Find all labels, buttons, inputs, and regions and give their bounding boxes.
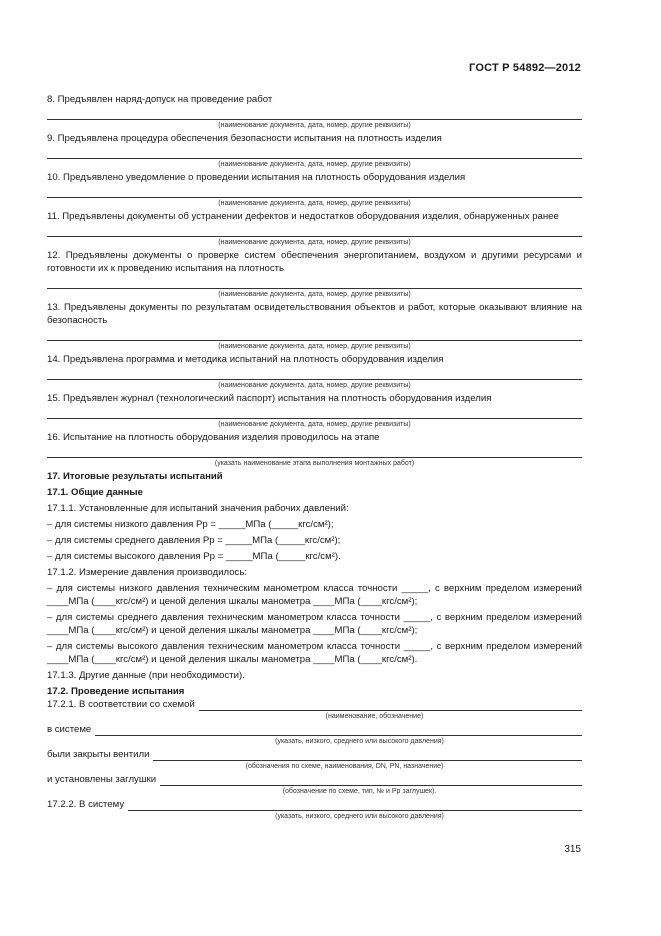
field-label: были закрыты вентили: [47, 749, 150, 760]
section-17-2-title: 17.2. Проведение испытания: [47, 686, 185, 697]
fill-line[interactable]: [199, 700, 582, 711]
form-item-text: 8. Предъявлен наряд-допуск на проведение работ: [47, 94, 273, 105]
field-caption: (указать, низкого, среднего или высокого давления): [275, 738, 444, 745]
field-caption: (наименование документа, дата, номер, другие реквизиты): [218, 421, 411, 428]
field-label: в системе: [47, 724, 92, 735]
paragraph-17-1-2: 17.1.2. Измерение давления производилось:: [47, 567, 248, 578]
paragraph-17-1-3: 17.1.3. Другие данные (при необходимости).: [47, 670, 245, 681]
page-number: 315: [564, 844, 581, 855]
form-item-text: 9. Предъявлена процедура обеспечения безопасности испытания на плотность изделия: [47, 133, 442, 144]
field-caption: (наименование документа, дата, номер, другие реквизиты): [218, 382, 411, 389]
form-item: [47, 353, 582, 390]
field-caption: (обозначение по схеме, тип, № и Pр заглушек).: [282, 788, 437, 795]
pressure-medium: – для системы среднего давления Pр = _____МПа (_____кгс/см²);: [47, 535, 341, 546]
fill-line[interactable]: [47, 186, 582, 198]
form-field: [47, 798, 582, 821]
field-caption: (наименование документа, дата, номер, другие реквизиты): [218, 200, 411, 207]
fill-line[interactable]: [47, 225, 582, 237]
field-label: и установлены заглушки: [47, 774, 157, 785]
fill-line[interactable]: [47, 407, 582, 419]
form-item-text: 10. Предъявлено уведомление о проведении испытания на плотность оборудования изделия: [47, 172, 466, 183]
field-caption: (наименование документа, дата, номер, другие реквизиты): [218, 122, 411, 129]
fill-line[interactable]: [47, 329, 582, 341]
field-label: 17.2.1. В соответствии со схемой: [47, 699, 195, 710]
field-caption: (наименование, обозначение): [325, 713, 424, 720]
form-field: [47, 748, 582, 771]
form-item-text: 15. Предъявлен журнал (технологический паспорт) испытания на плотность оборудования изделия: [47, 393, 492, 404]
field-caption: (указать, низкого, среднего или высокого давления): [275, 813, 444, 820]
measurement-low: – для системы низкого давления техническим манометром класса точности _____, с верхним пределом измерений ____МПа (____кгс/см²) и ценой деления шкалы манометра ____МПа (____кгс/см²);: [47, 583, 582, 607]
fill-line[interactable]: [47, 446, 582, 458]
fill-line[interactable]: [95, 725, 582, 736]
form-field: [47, 698, 582, 721]
form-item-text: 11. Предъявлены документы об устранении дефектов и недостатков оборудования изделия, обнаруженных ранее: [47, 211, 559, 222]
form-item-text: 13. Предъявлены документы по результатам освидетельствования объектов и работ, которые оказывают влияние на безопасность: [47, 302, 582, 326]
form-item: [47, 301, 582, 351]
form-item-text: 14. Предъявлена программа и методика испытаний на плотность оборудования изделия: [47, 354, 444, 365]
fill-line[interactable]: [47, 147, 582, 159]
field-caption: (наименование документа, дата, номер, другие реквизиты): [218, 291, 411, 298]
fill-line[interactable]: [153, 750, 582, 761]
form-item: [47, 431, 582, 468]
fill-line[interactable]: [47, 277, 582, 289]
field-caption: (наименование документа, дата, номер, другие реквизиты): [218, 343, 411, 350]
fill-line[interactable]: [128, 800, 582, 811]
pressure-high: – для системы высокого давления Pр = _____МПа (_____кгс/см²).: [47, 551, 341, 562]
pressure-low: – для системы низкого давления Pр = _____МПа (_____кгс/см²);: [47, 519, 334, 530]
form-item: [47, 249, 582, 299]
form-item: [47, 132, 582, 169]
form-item: [47, 210, 582, 247]
form-field: [47, 773, 582, 796]
field-caption: (наименование документа, дата, номер, другие реквизиты): [218, 239, 411, 246]
fill-line[interactable]: [160, 775, 582, 786]
measurement-medium: – для системы среднего давления техническим манометром класса точности _____, с верхним пределом измерений ____МПа (____кгс/см²) и ценой деления шкалы манометра ____МПа (____кгс/см²);: [47, 612, 582, 636]
field-label: 17.2.2. В систему: [47, 799, 125, 810]
form-item-text: 16. Испытание на плотность оборудования изделия проводилось на этапе: [47, 432, 380, 443]
form-item: [47, 171, 582, 208]
form-field: [47, 723, 582, 746]
document-standard-number: ГОСТ Р 54892—2012: [469, 62, 581, 74]
field-caption: (наименование документа, дата, номер, другие реквизиты): [218, 161, 411, 168]
paragraph-17-1-1: 17.1.1. Установленные для испытаний значения рабочих давлений:: [47, 503, 349, 514]
measurement-high: – для системы высокого давления техническим манометром класса точности _____, с верхним пределом измерений ____МПа (____кгс/см²) и ценой деления шкалы манометра ____МПа (____кгс/см²).: [47, 641, 582, 665]
field-caption: (указать наименование этапа выполнения монтажных работ): [214, 460, 415, 467]
form-item: [47, 392, 582, 429]
form-item-text: 12. Предъявлены документы о проверке систем обеспечения энергопитанием, воздухом и другими ресурсами и готовности их к проведению испытания на плотность: [47, 250, 582, 274]
fill-line[interactable]: [47, 368, 582, 380]
section-17-1-title: 17.1. Общие данные: [47, 487, 143, 498]
fill-line[interactable]: [47, 108, 582, 120]
field-caption: (обозначения по схеме, наименования, DN, PN, назначение): [245, 763, 444, 770]
document-body: [47, 93, 582, 823]
section-17-title: 17. Итоговые результаты испытаний: [47, 471, 223, 482]
form-item: [47, 93, 582, 130]
